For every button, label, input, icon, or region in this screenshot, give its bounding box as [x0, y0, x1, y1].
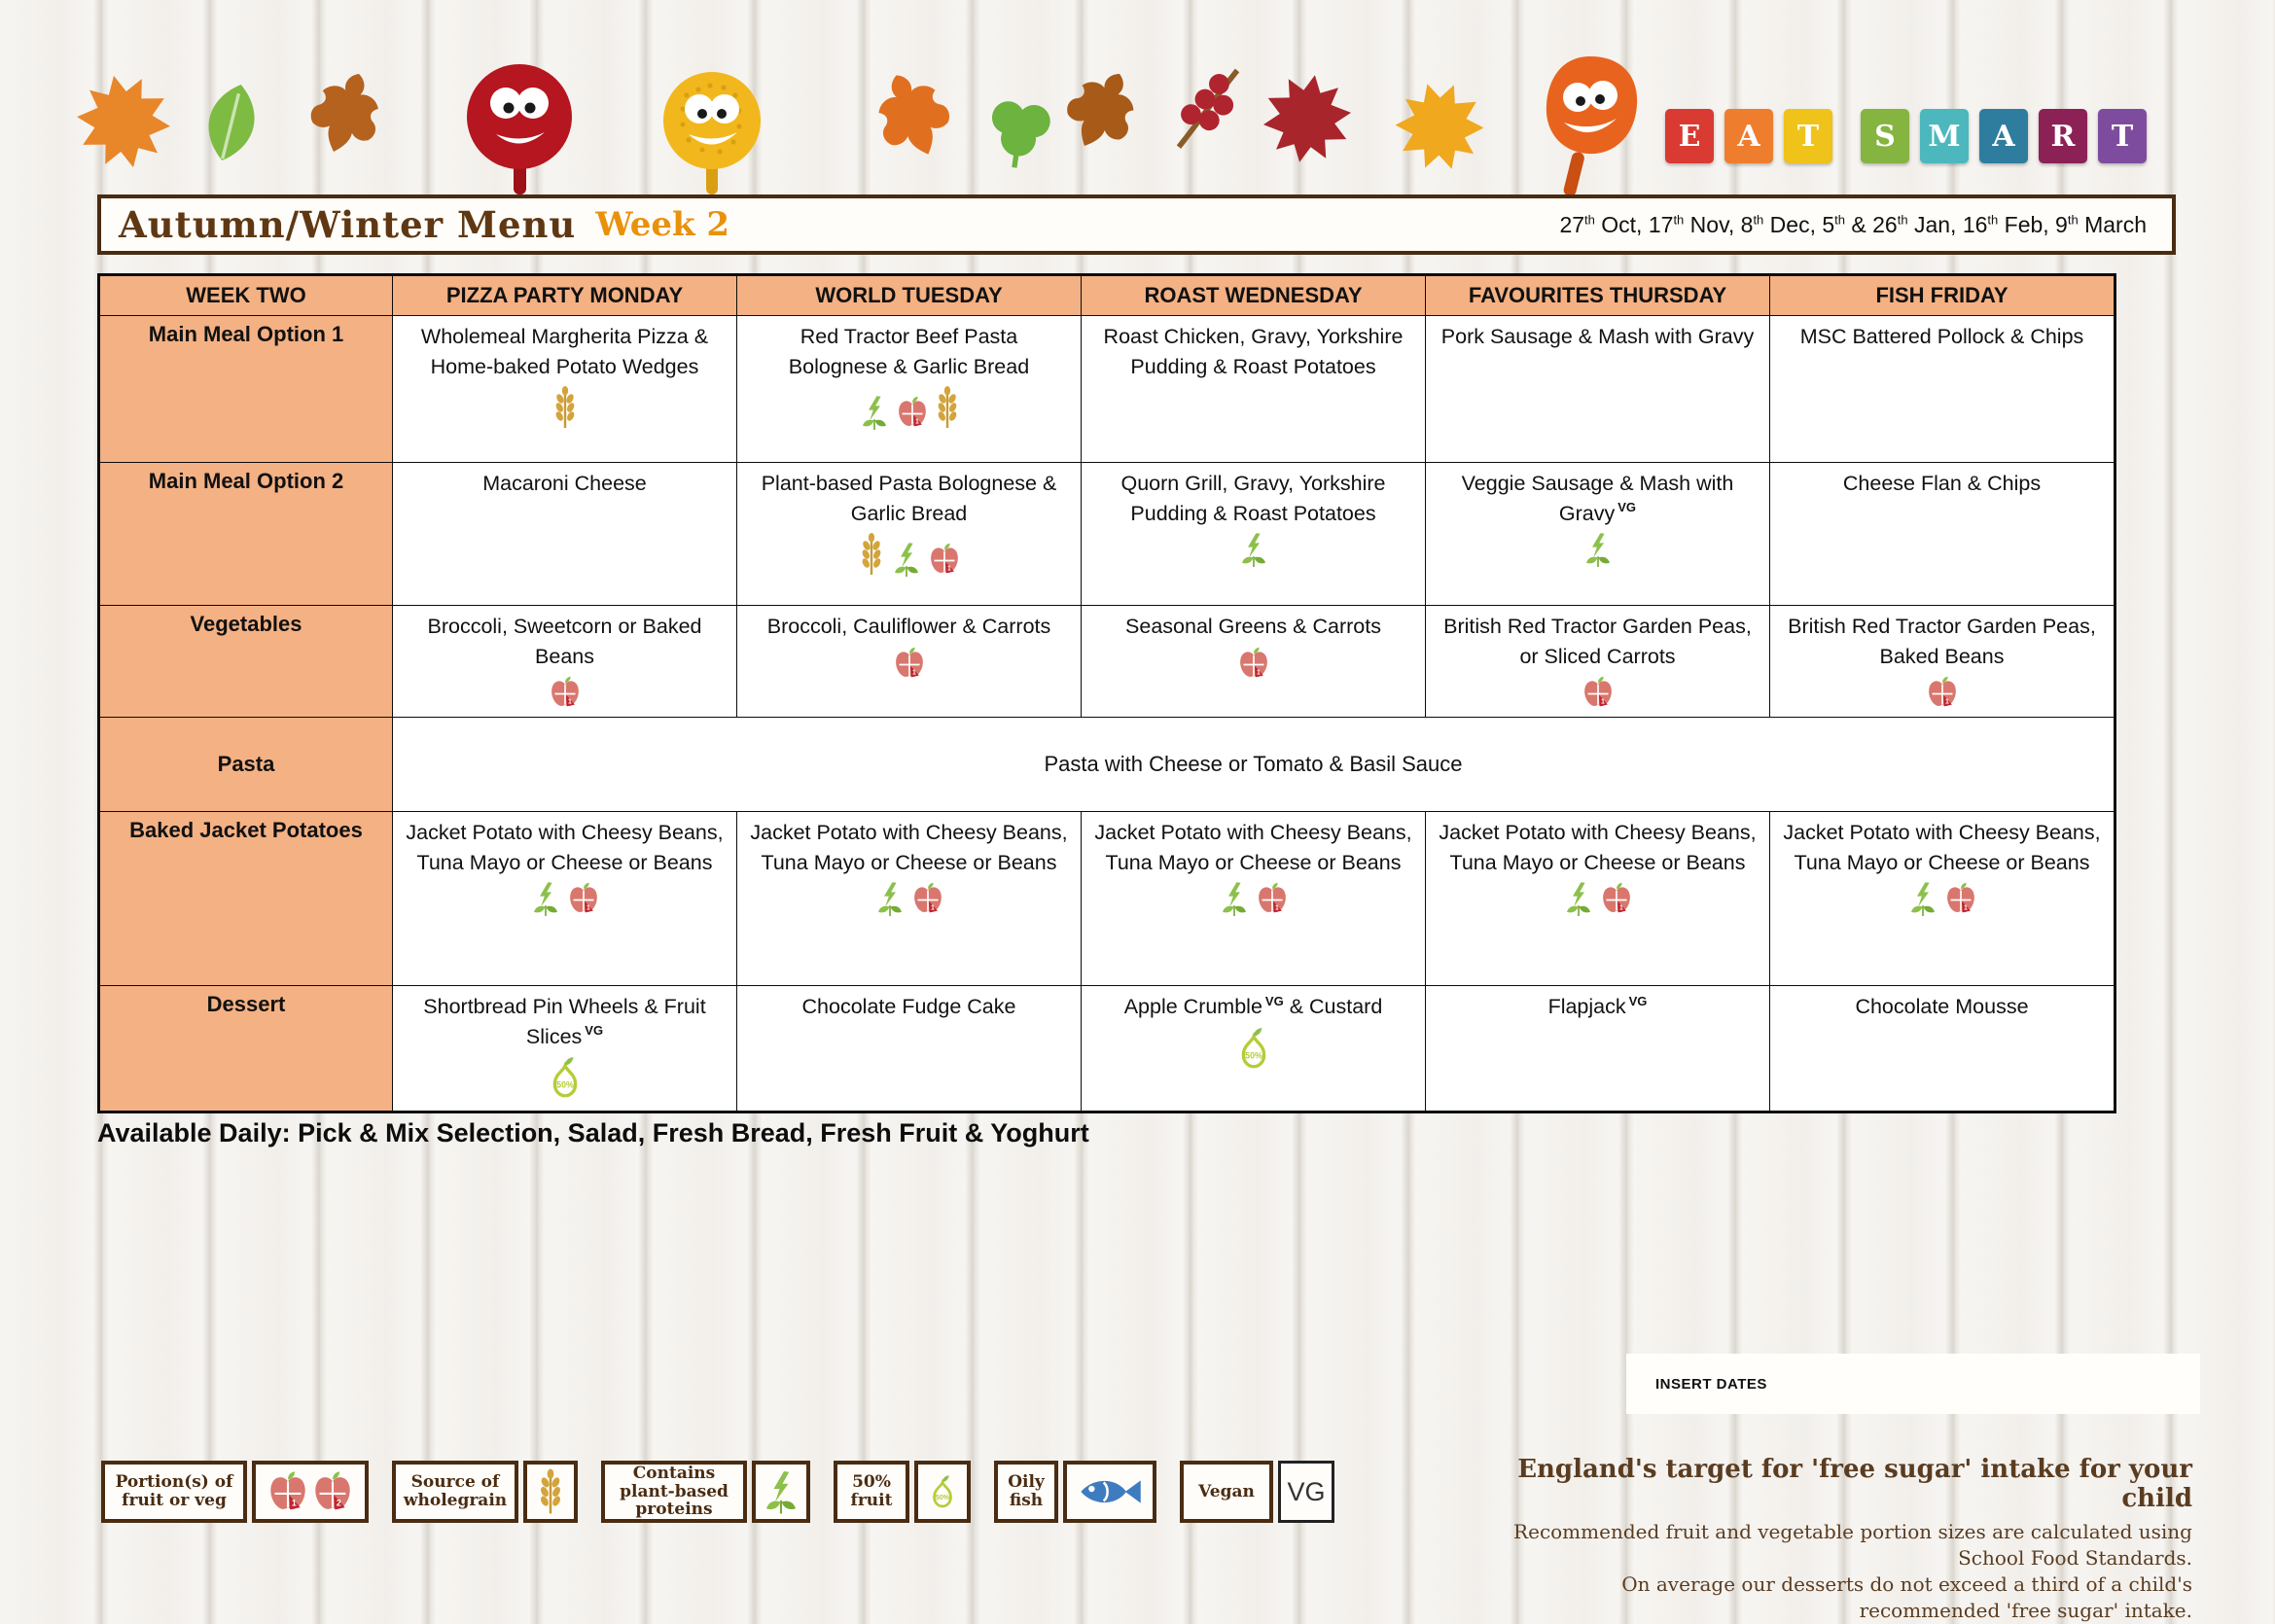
oily-fish-icon — [1063, 1461, 1156, 1523]
plant-protein-icon — [1561, 881, 1596, 916]
row-label: Dessert — [100, 986, 392, 1111]
menu-cell: Chocolate Fudge Cake — [737, 986, 1081, 1111]
column-header: WORLD TUESDAY — [737, 276, 1081, 315]
brand-letter-tile: M — [1920, 109, 1969, 163]
brand-letter-tile: A — [1979, 109, 2028, 163]
row-label: Main Meal Option 1 — [100, 316, 392, 462]
menu-cell: Broccoli, Sweetcorn or Baked Beans — [393, 606, 736, 717]
legend-item — [834, 1461, 971, 1523]
legend — [101, 1461, 1334, 1523]
portion-icon — [566, 881, 601, 916]
brand-letter-tile: E — [1665, 109, 1714, 163]
wholegrain-icon — [857, 532, 886, 577]
menu-cell: British Red Tractor Garden Peas, Baked Beans — [1770, 606, 2114, 717]
legend-item — [392, 1461, 578, 1523]
plant-protein-icon — [528, 881, 563, 916]
menu-cell: Seasonal Greens & Carrots — [1082, 606, 1425, 717]
portion-icon — [910, 881, 945, 916]
vegan-label: VG — [585, 1023, 604, 1039]
legend-label: Source of wholegrain — [392, 1461, 518, 1523]
eat-smart-logo — [1665, 109, 2147, 163]
row-label: Main Meal Option 2 — [100, 463, 392, 605]
menu-dates: 27th Oct, 17th Nov, 8th Dec, 5th & 26th Jan, 16th Feb, 9th March — [1559, 211, 2147, 237]
legend-item — [1180, 1461, 1334, 1523]
portion-icon — [1599, 881, 1634, 916]
brand-letter-tile: T — [2098, 109, 2147, 163]
wholegrain-icon — [523, 1461, 578, 1523]
brand-letter-tile: S — [1861, 109, 1909, 163]
plant-protein-icon — [1581, 532, 1616, 567]
plant-protein-icon — [857, 395, 892, 430]
menu-cell: Cheese Flan & Chips — [1770, 463, 2114, 605]
menu-cell: Red Tractor Beef Pasta Bolognese & Garlic Bread — [737, 316, 1081, 462]
menu-cell: Chocolate Mousse — [1770, 986, 2114, 1111]
row-label: Vegetables — [100, 606, 392, 717]
menu-cell: Jacket Potato with Cheesy Beans, Tuna Mayo or Cheese or Beans — [1426, 812, 1769, 985]
footer-line3: On average our desserts do not exceed a third of a child's recommended 'free sugar' intake. — [1621, 1572, 2192, 1622]
vegan-label: VG — [1278, 1461, 1334, 1523]
legend-label: Contains plant-based proteins — [601, 1461, 747, 1523]
portion-icon — [1943, 881, 1978, 916]
week-label: Week 2 — [595, 205, 730, 244]
vegan-label: VG — [1617, 500, 1637, 515]
menu-cell: Veggie Sausage & Mash with Gravy $^{VG}$ — [1426, 463, 1769, 605]
row-label: Baked Jacket Potatoes — [100, 812, 392, 985]
legend-label: Portion(s) of fruit or veg — [101, 1461, 247, 1523]
available-daily-note: Available Daily: Pick & Mix Selection, Salad, Fresh Bread, Fresh Fruit & Yoghurt — [97, 1118, 1089, 1147]
yellow-spoon-character — [654, 68, 770, 194]
plant-protein-icon — [1905, 881, 1940, 916]
menu-table — [97, 273, 2116, 1113]
legend-item — [994, 1461, 1156, 1523]
menu-cell: Pork Sausage & Mash with Gravy — [1426, 316, 1769, 462]
vegan-label: VG — [1628, 993, 1648, 1008]
row-label: Pasta — [100, 718, 392, 811]
legend-label: 50% fruit — [834, 1461, 909, 1523]
portion-icon — [548, 675, 583, 710]
menu-cell: British Red Tractor Garden Peas, or Sliced Carrots — [1426, 606, 1769, 717]
portion-icon — [1925, 675, 1960, 710]
insert-dates-label: INSERT DATES — [1655, 1375, 1767, 1393]
footer-note — [1492, 1455, 2192, 1624]
wholegrain-icon — [551, 385, 580, 430]
orange-oak-leaf-icon — [849, 52, 976, 178]
menu-cell: Flapjack $^{VG}$ — [1426, 986, 1769, 1111]
plant-protein-icon — [1236, 532, 1271, 567]
insert-dates-box — [1626, 1354, 2200, 1414]
fruit-50-icon — [1232, 1026, 1275, 1071]
menu-cell: MSC Battered Pollock & Chips — [1770, 316, 2114, 462]
portion-icon — [895, 395, 930, 430]
brand-letter-tile: A — [1724, 109, 1773, 163]
brand-letter-tile: R — [2039, 109, 2087, 163]
maple-leaf-icon — [60, 58, 187, 185]
legend-label: Vegan — [1180, 1461, 1273, 1523]
vegan-label: VG — [1264, 993, 1284, 1008]
menu-cell: Jacket Potato with Cheesy Beans, Tuna Mayo or Cheese or Beans — [1770, 812, 2114, 985]
legend-item — [101, 1461, 369, 1523]
plant-protein-icon — [752, 1461, 810, 1523]
brand-letter-tile: T — [1784, 109, 1832, 163]
spatula-character — [1517, 51, 1663, 196]
legend-item — [601, 1461, 810, 1523]
column-header: PIZZA PARTY MONDAY — [393, 276, 736, 315]
menu-cell: Jacket Potato with Cheesy Beans, Tuna Mayo or Cheese or Beans — [1082, 812, 1425, 985]
menu-cell: Plant-based Pasta Bolognese & Garlic Bread — [737, 463, 1081, 605]
portion-icon — [252, 1461, 369, 1523]
plant-protein-icon — [872, 881, 907, 916]
menu-cell: Quorn Grill, Gravy, Yorkshire Pudding & Roast Potatoes — [1082, 463, 1425, 605]
footer-headline: England's target for 'free sugar' intake for your child — [1517, 1455, 2192, 1513]
red-ladle-character — [457, 60, 584, 194]
menu-cell: Apple Crumble $^{VG}$ & Custard — [1082, 986, 1425, 1111]
portion-icon — [927, 542, 962, 577]
brown-oak-leaf-icon — [1041, 49, 1163, 171]
fruit-50-icon — [544, 1055, 587, 1100]
column-header: FISH FRIDAY — [1770, 276, 2114, 315]
column-header: WEEK TWO — [100, 276, 392, 315]
portion-icon — [1255, 881, 1290, 916]
menu-cell: Macaroni Cheese — [393, 463, 736, 605]
legend-label: Oily fish — [994, 1461, 1058, 1523]
green-leaf-icon — [177, 68, 286, 177]
page-title: Autumn/Winter Menu — [119, 203, 577, 246]
wholegrain-icon — [933, 385, 962, 430]
column-header: FAVOURITES THURSDAY — [1426, 276, 1769, 315]
menu-cell: Roast Chicken, Gravy, Yorkshire Pudding & Roast Potatoes — [1082, 316, 1425, 462]
menu-cell: Broccoli, Cauliflower & Carrots — [737, 606, 1081, 717]
menu-cell: Shortbread Pin Wheels & Fruit Slices $^{VG}$ — [393, 986, 736, 1111]
portion-icon — [892, 646, 927, 681]
pasta-span-cell: Pasta with Cheese or Tomato & Basil Sauce — [393, 718, 2114, 811]
oak-leaf-icon — [288, 54, 406, 172]
menu-cell: Jacket Potato with Cheesy Beans, Tuna Mayo or Cheese or Beans — [393, 812, 736, 985]
fruit-50-icon — [914, 1461, 971, 1523]
portion-icon — [1581, 675, 1616, 710]
golden-maple-leaf-icon — [1377, 64, 1503, 190]
red-maple-leaf-icon — [1249, 60, 1366, 177]
menu-cell: Jacket Potato with Cheesy Beans, Tuna Mayo or Cheese or Beans — [737, 812, 1081, 985]
portion-icon — [1236, 646, 1271, 681]
menu-cell: Wholemeal Margherita Pizza & Home-baked Potato Wedges — [393, 316, 736, 462]
plant-protein-icon — [1217, 881, 1252, 916]
berry-sprig-icon — [1155, 57, 1258, 160]
title-bar — [97, 194, 2176, 255]
column-header: ROAST WEDNESDAY — [1082, 276, 1425, 315]
plant-protein-icon — [889, 542, 924, 577]
footer-line2: Recommended fruit and vegetable portion sizes are calculated using School Food Standards. — [1513, 1520, 2192, 1570]
